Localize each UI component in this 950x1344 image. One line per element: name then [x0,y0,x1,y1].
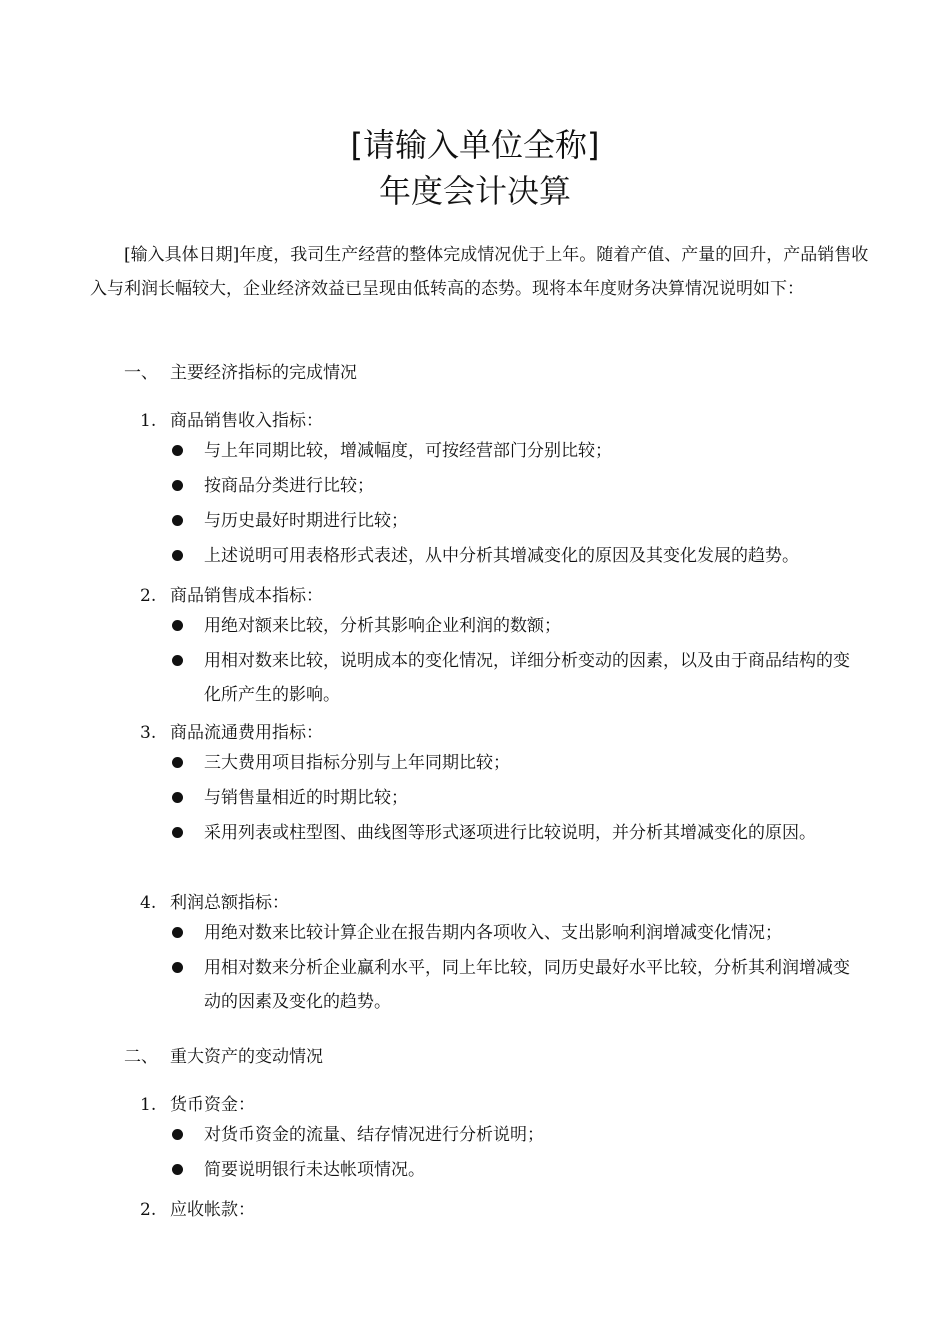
bullet-dot-icon [172,620,183,631]
bullet-item: 上述说明可用表格形式表述，从中分析其增减变化的原因及其变化发展的趋势。 [172,539,872,573]
list-item [140,406,323,431]
bullet-dot-icon [172,962,183,973]
bullet-dot-icon [172,655,183,666]
bullet-item: 简要说明银行未达帐项情况。 [172,1153,862,1187]
bullet-dot-icon [172,1129,183,1140]
intro-paragraph: [输入具体日期]年度，我司生产经营的整体完成情况优于上年。随着产值、产量的回升，产品销售收入与利润长幅较大，企业经济效益已呈现由低转高的态势。现将本年度财务决算情况说明如下： [90,245,869,299]
section-number: 一、 [124,363,158,383]
item-number: 1. [140,1095,157,1115]
bullet-dot-icon [172,550,183,561]
bullet-dot-icon [172,927,183,938]
section-heading [124,1042,323,1067]
section-title: 重大资产的变动情况 [170,1047,323,1067]
bullet-item: 用绝对额来比较，分析其影响企业利润的数额； [172,609,862,643]
item-number: 2. [140,586,157,606]
bullet-dot-icon [172,757,183,768]
bullet-item: 用相对数来分析企业赢利水平，同上年比较，同历史最好水平比较，分析其利润增减变动的因素及变化的趋势。 [172,951,862,1019]
list-item [140,1090,255,1115]
doc-title-line1: [请输入单位全称] [350,126,600,164]
item-label: 货币资金： [170,1095,255,1115]
item-label: 应收帐款： [170,1200,255,1220]
list-item [140,888,289,913]
section-heading [124,358,357,383]
bullet-item: 用绝对数来比较计算企业在报告期内各项收入、支出影响利润增减变化情况； [172,916,862,950]
bullet-item: 对货币资金的流量、结存情况进行分析说明； [172,1118,862,1152]
section-title: 主要经济指标的完成情况 [170,363,357,383]
list-item [140,718,323,743]
bullet-item: 与历史最好时期进行比较； [172,504,862,538]
bullet-item: 与上年同期比较，增减幅度，可按经营部门分别比较； [172,434,862,468]
bullet-dot-icon [172,827,183,838]
item-label: 利润总额指标： [170,893,289,913]
bullet-dot-icon [172,445,183,456]
item-label: 商品销售成本指标： [170,586,323,606]
doc-title-line2: 年度会计决算 [378,172,571,210]
list-item [140,581,323,606]
bullet-item: 按商品分类进行比较； [172,469,862,503]
item-label: 商品销售收入指标： [170,411,323,431]
item-label: 商品流通费用指标： [170,723,323,743]
bullet-item: 与销售量相近的时期比较； [172,781,862,815]
bullet-item: 三大费用项目指标分别与上年同期比较； [172,746,862,780]
bullet-dot-icon [172,480,183,491]
list-item [140,1195,255,1220]
item-number: 1. [140,411,157,431]
bullet-dot-icon [172,1164,183,1175]
bullet-item: 采用列表或柱型图、曲线图等形式逐项进行比较说明，并分析其增减变化的原因。 [172,816,862,850]
bullet-dot-icon [172,792,183,803]
bullet-dot-icon [172,515,183,526]
bullet-item: 用相对数来比较，说明成本的变化情况，详细分析变动的因素，以及由于商品结构的变化所产生的影响。 [172,644,862,712]
item-number: 3. [140,723,157,743]
item-number: 2. [140,1200,157,1220]
section-number: 二、 [124,1047,158,1067]
item-number: 4. [140,893,157,913]
